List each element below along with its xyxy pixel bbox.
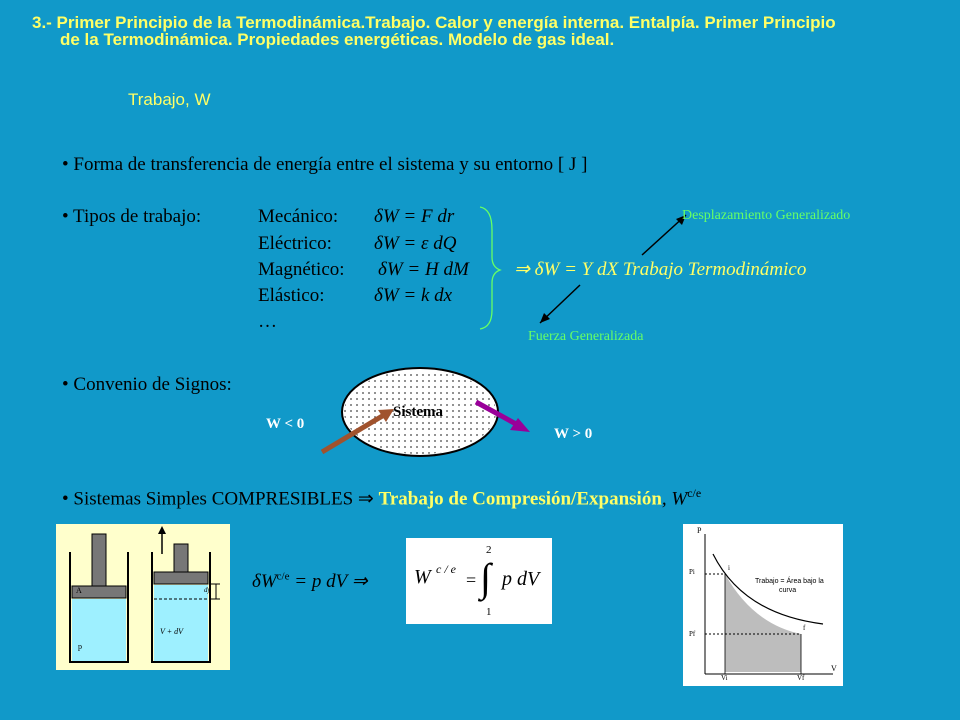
label-pf: Pf	[689, 630, 696, 638]
caption-line-2: curva	[779, 587, 797, 594]
work-negative-label: W < 0	[266, 416, 305, 432]
eq-lhs: δW	[252, 571, 277, 592]
differential-work	[252, 570, 368, 593]
title-line-1: 3.- Primer Principio de la Termodinámica.Trabajo. Calor y energía interna. Entalpía. Primer Principio	[32, 13, 836, 32]
title-line-2: de la Termodinámica. Propiedades energéticas. Modelo de gas ideal.	[60, 30, 615, 49]
piston-drawing	[56, 524, 230, 670]
signs-label: • Convenio de Signos:	[62, 374, 232, 395]
axis-v: V	[831, 664, 837, 673]
right-rod	[174, 544, 188, 572]
type-formula-mechanical: δW = F dr	[374, 206, 455, 227]
eq-lhs-sup: c/e	[276, 570, 290, 583]
force-label: Fuerza Generalizada	[528, 329, 644, 344]
integral-sign: ∫	[480, 555, 491, 600]
label-v-dv: V + dV	[160, 627, 184, 636]
displacement-label: Desplazamiento Generalizado	[682, 208, 851, 223]
compressible-sup: c/e	[687, 486, 702, 500]
axis-p: P	[697, 526, 702, 535]
system-label: Sistema	[393, 404, 443, 420]
bullet-energy-transfer: • Forma de transferencia de energía entre el sistema y su entorno [ J ]	[62, 154, 588, 175]
type-ellipsis: …	[258, 311, 277, 332]
integral-integrand: p dV	[502, 568, 540, 590]
label-area: A	[76, 586, 82, 595]
compressible-bullet	[62, 486, 701, 510]
type-formula-elastic: δW = k dx	[374, 285, 453, 306]
type-name-elastic: Elástico:	[258, 285, 325, 306]
label-pressure: p	[78, 642, 82, 651]
label-pi: Pi	[689, 568, 695, 576]
compressible-suffix: , W	[661, 488, 688, 510]
label-vf: Vf	[797, 674, 805, 682]
integral-W-sup: c / e	[436, 562, 456, 576]
eq-rhs: = p dV ⇒	[289, 571, 368, 592]
type-formula-magnetic: δW = H dM	[378, 259, 469, 280]
compressible-prefix: • Sistemas Simples COMPRESIBLES ⇒	[62, 488, 379, 510]
slide-title	[32, 14, 932, 48]
integral-W: W	[414, 566, 431, 588]
left-gas	[72, 599, 126, 661]
subtitle: Trabajo, W	[128, 90, 211, 109]
integral-lower: 1	[486, 606, 492, 618]
point-i: i	[728, 564, 730, 572]
integral-upper: 2	[486, 544, 492, 556]
label-vi: Vi	[721, 674, 728, 682]
caption-line-1: Trabajo = Área bajo la	[755, 578, 824, 585]
pv-graph	[683, 524, 843, 686]
right-brace	[480, 207, 500, 329]
type-formula-electric: δW = ε dQ	[374, 233, 457, 254]
types-label: • Tipos de trabajo:	[62, 206, 202, 227]
type-name-magnetic: Magnético:	[258, 259, 345, 280]
type-name-mechanical: Mecánico:	[258, 206, 339, 227]
up-arrow-head	[158, 526, 166, 534]
integral-equals: =	[466, 570, 477, 590]
label-dy: dy	[204, 586, 211, 594]
right-piston	[154, 572, 208, 584]
pv-graph-panel	[683, 524, 843, 686]
work-positive-label: W > 0	[554, 426, 593, 442]
compressible-highlight: Trabajo de Compresión/Expansión	[378, 488, 662, 510]
type-name-electric: Eléctrico:	[258, 233, 332, 254]
left-rod	[92, 534, 106, 586]
piston-panel	[56, 524, 230, 670]
integral-box	[406, 538, 552, 624]
right-gas	[154, 585, 208, 661]
point-f: f	[803, 624, 806, 632]
thermodynamic-work-formula: ⇒ δW = Y dX Trabajo Termodinámico	[514, 259, 807, 280]
